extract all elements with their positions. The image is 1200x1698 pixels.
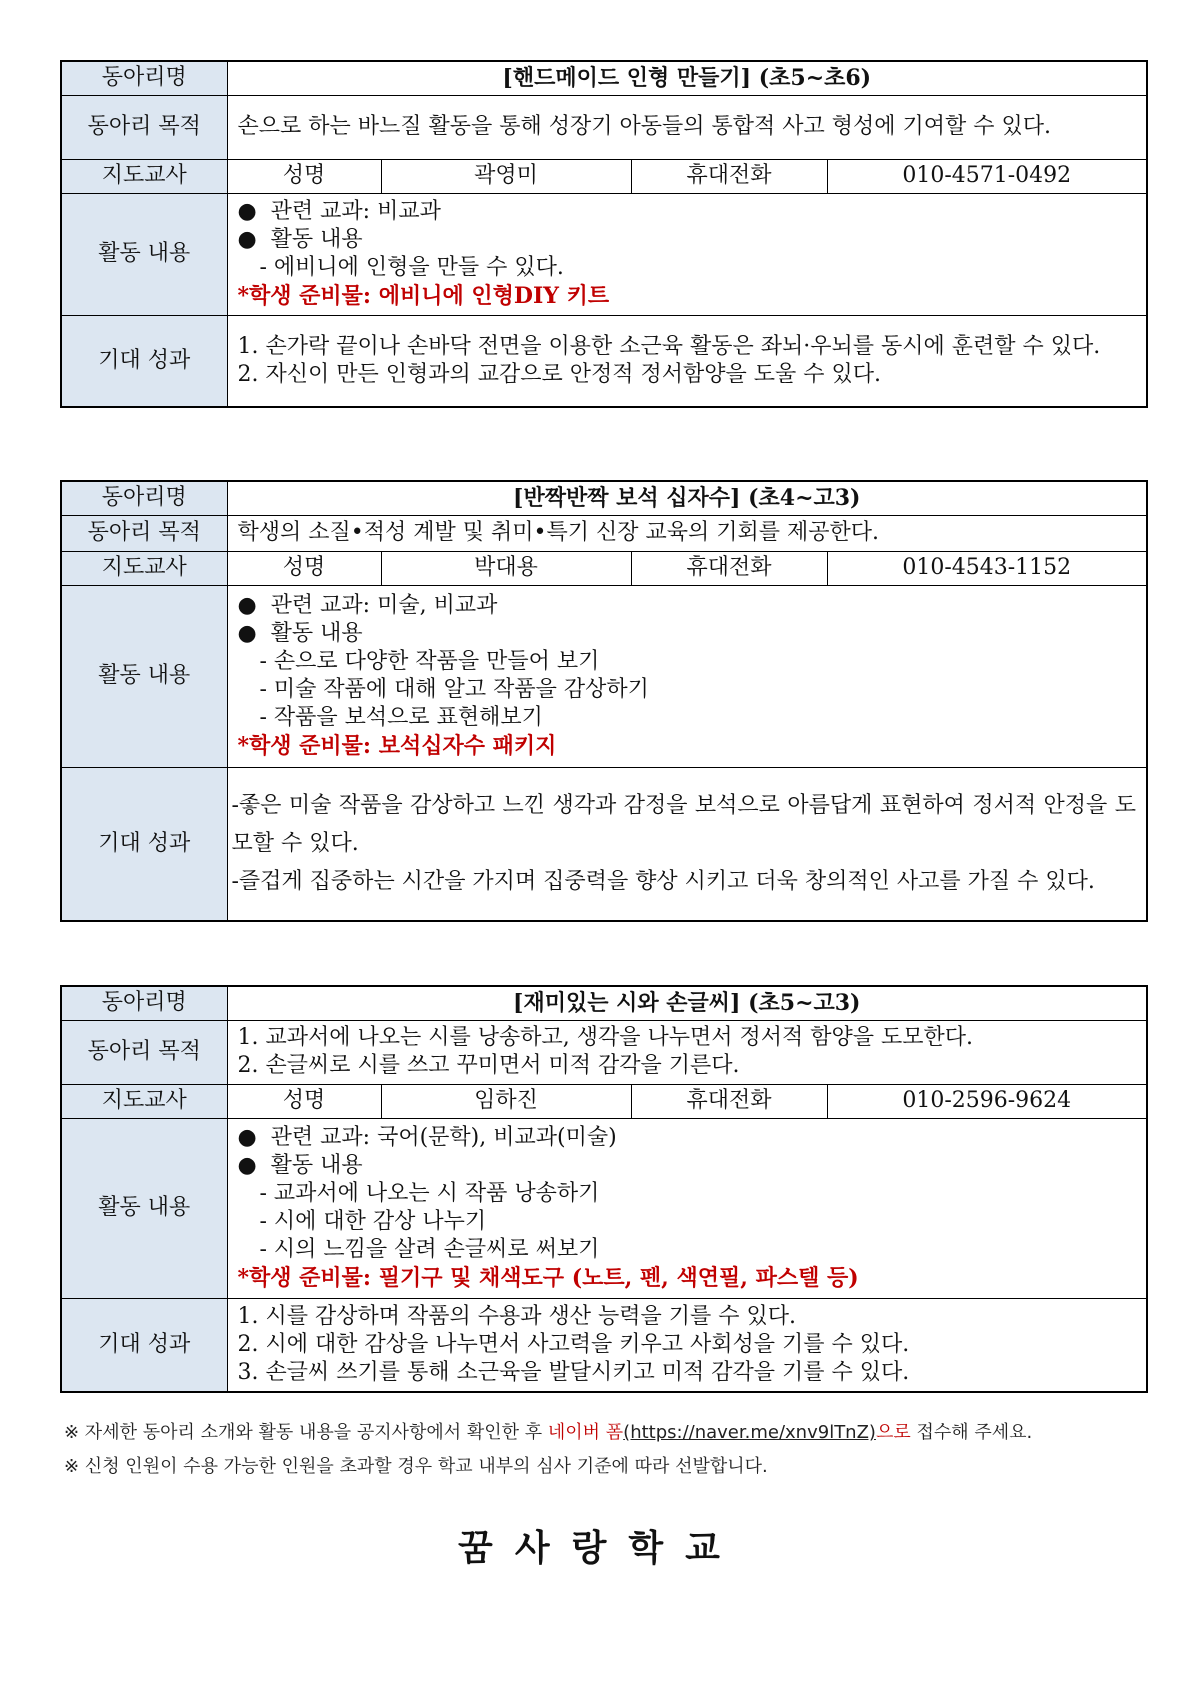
teacher-name: 임하진 (381, 1084, 631, 1118)
label-club-name: 동아리명 (61, 61, 227, 95)
club-title: [반짝반짝 보석 십자수] (초4~고3) (227, 481, 1147, 515)
label-outcome: 기대 성과 (61, 767, 227, 921)
activity-item: - 교과서에 나오는 시 작품 낭송하기 (259, 1181, 600, 1206)
club-title: [핸드메이드 인형 만들기] (초5~초6) (227, 61, 1147, 95)
purpose-line: 1. 교과서에 나오는 시를 낭송하고, 생각을 나누면서 정서적 함양을 도모한다. (237, 1025, 973, 1050)
outcome-content (227, 315, 1147, 407)
outcome-item: 1. 손가락 끝이나 손바닥 전면을 이용한 소근육 활동은 좌뇌·우뇌를 동시에 훈련할 수 있다. (237, 333, 1101, 359)
club-title: [재미있는 시와 손글씨] (초5~고3) (227, 986, 1147, 1020)
outcome-item: 2. 자신이 만든 인형과의 교감으로 안정적 정서함양을 도울 수 있다. (237, 361, 881, 387)
club-purpose (227, 95, 1147, 159)
purpose-line: 손으로 하는 바느질 활동을 통해 성장기 아동들의 통합적 사고 형성에 기여할 수 있다. (237, 114, 1051, 139)
label-outcome: 기대 성과 (61, 1298, 227, 1392)
outcome-content (227, 1298, 1147, 1392)
notice-apply-end: 접수해 주세요. (910, 1422, 1033, 1443)
activity-heading: ● 활동 내용 (237, 227, 363, 252)
label-teacher: 지도교사 (61, 159, 227, 193)
outcome-item: 3. 손글씨 쓰기를 통해 소근육을 발달시키고 미적 감각을 기를 수 있다. (237, 1359, 910, 1385)
label-name: 성명 (227, 1084, 381, 1118)
label-activity: 활동 내용 (61, 1118, 227, 1298)
club-purpose (227, 515, 1147, 551)
outcome-item: -즐겁게 집중하는 시간을 가지며 집중력을 향상 시키고 더욱 창의적인 사고를 가질 수 있다. (231, 868, 1095, 894)
student-supplies: *학생 준비물: 보석십자수 패키지 (237, 733, 557, 759)
related-subject: ● 관련 교과: 국어(문학), 비교과(미술) (237, 1125, 617, 1150)
notice-apply-particle: 으로 (875, 1422, 911, 1443)
related-subject: ● 관련 교과: 미술, 비교과 (237, 593, 498, 618)
label-activity: 활동 내용 (61, 585, 227, 767)
activity-heading: ● 활동 내용 (237, 621, 363, 646)
label-purpose: 동아리 목적 (61, 95, 227, 159)
club-table-3 (60, 985, 1148, 1393)
student-supplies: *학생 준비물: 에비니에 인형DIY 키트 (237, 283, 610, 309)
label-activity: 활동 내용 (61, 193, 227, 315)
club-table-2 (60, 480, 1148, 922)
club-table-1 (60, 60, 1148, 408)
label-purpose: 동아리 목적 (61, 1020, 227, 1084)
activity-heading: ● 활동 내용 (237, 1153, 363, 1178)
club-purpose (227, 1020, 1147, 1084)
naver-form-link[interactable]: (https://naver.me/xnv9lTnZ) (623, 1422, 876, 1443)
notice-selection: ※ 신청 인원이 수용 가능한 인원을 초과할 경우 학교 내부의 심사 기준에 따라 선발합니다. (64, 1456, 768, 1477)
outcome-item: -좋은 미술 작품을 감상하고 느낀 생각과 감정을 보석으로 아름답게 표현하여 정서적 안정을 도모할 수 있다. (231, 792, 1136, 856)
naver-form-label: 네이버 폼 (547, 1422, 624, 1443)
label-phone: 휴대전화 (631, 1084, 827, 1118)
teacher-phone: 010-2596-9624 (827, 1084, 1147, 1118)
label-phone: 휴대전화 (631, 159, 827, 193)
purpose-line: 학생의 소질•적성 계발 및 취미•특기 신장 교육의 기회를 제공한다. (237, 520, 879, 545)
activity-item: - 시에 대한 감상 나누기 (259, 1209, 487, 1234)
notice-apply-text: ※ 자세한 동아리 소개와 활동 내용을 공지사항에서 확인한 후 (64, 1422, 548, 1443)
activity-content (227, 193, 1147, 315)
label-name: 성명 (227, 159, 381, 193)
teacher-name: 곽영미 (381, 159, 631, 193)
activity-content (227, 1118, 1147, 1298)
outcome-item: 1. 시를 감상하며 작품의 수용과 생산 능력을 기를 수 있다. (237, 1303, 796, 1329)
activity-item: - 시의 느낌을 살려 손글씨로 써보기 (259, 1237, 600, 1262)
related-subject: ● 관련 교과: 비교과 (237, 199, 441, 224)
label-name: 성명 (227, 551, 381, 585)
activity-item: - 미술 작품에 대해 알고 작품을 감상하기 (259, 677, 649, 702)
label-club-name: 동아리명 (61, 481, 227, 515)
teacher-phone: 010-4543-1152 (827, 551, 1147, 585)
teacher-name: 박대용 (381, 551, 631, 585)
label-teacher: 지도교사 (61, 1084, 227, 1118)
label-outcome: 기대 성과 (61, 315, 227, 407)
outcome-item: 2. 시에 대한 감상을 나누면서 사고력을 키우고 사회성을 기를 수 있다. (237, 1331, 910, 1357)
activity-item: - 작품을 보석으로 표현해보기 (259, 705, 543, 730)
label-purpose: 동아리 목적 (61, 515, 227, 551)
label-teacher: 지도교사 (61, 551, 227, 585)
notice-section (64, 1422, 1154, 1490)
notice-apply (64, 1422, 1154, 1444)
student-supplies: *학생 준비물: 필기구 및 채색도구 (노트, 펜, 색연필, 파스텔 등) (237, 1265, 859, 1291)
label-phone: 휴대전화 (631, 551, 827, 585)
outcome-content (227, 767, 1147, 921)
school-name: 꿈사랑학교 (458, 1527, 742, 1569)
activity-content (227, 585, 1147, 767)
teacher-phone: 010-4571-0492 (827, 159, 1147, 193)
purpose-line: 2. 손글씨로 시를 쓰고 꾸미면서 미적 감각을 기른다. (237, 1053, 740, 1078)
activity-item: - 에비니에 인형을 만들 수 있다. (259, 255, 564, 280)
label-club-name: 동아리명 (61, 986, 227, 1020)
activity-item: - 손으로 다양한 작품을 만들어 보기 (259, 649, 600, 674)
